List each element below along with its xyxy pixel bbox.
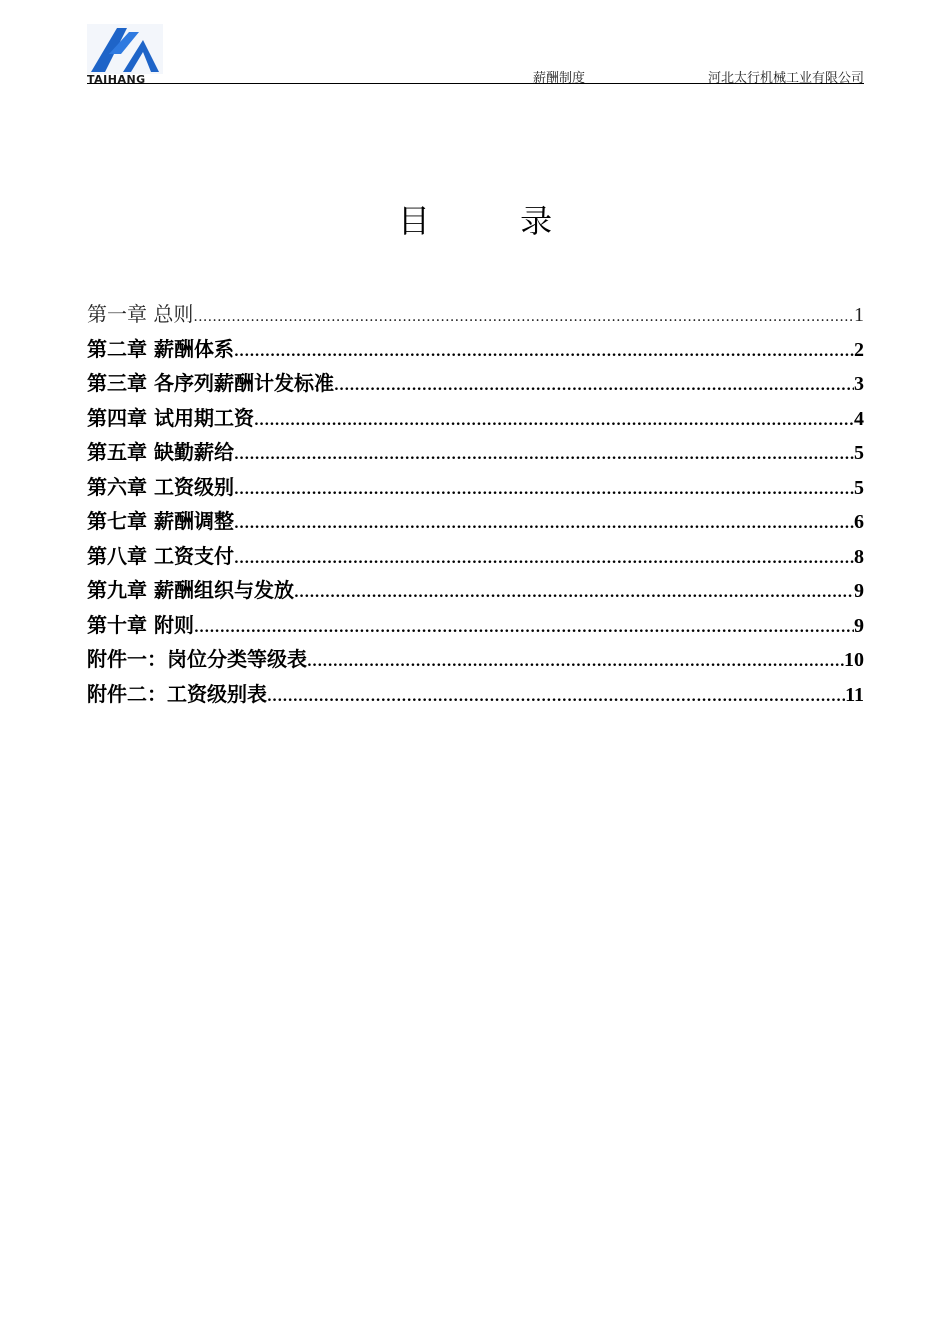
- toc-entry-page: 4: [854, 407, 864, 430]
- toc-leader-dots: [194, 620, 854, 636]
- toc-leader-dots: [307, 654, 844, 670]
- toc-entry-label: 第六章 工资级别: [87, 474, 234, 499]
- toc-leader-dots: [234, 447, 854, 463]
- toc-entry[interactable]: [87, 298, 864, 333]
- toc-entry[interactable]: [87, 540, 864, 575]
- toc-entry[interactable]: [87, 436, 864, 471]
- toc-entry[interactable]: [87, 609, 864, 644]
- page-header: [87, 22, 864, 86]
- toc-entry[interactable]: [87, 643, 864, 678]
- toc-entry-page: 6: [854, 511, 864, 533]
- toc-leader-dots: [334, 378, 854, 394]
- toc-leader-dots: [294, 585, 854, 601]
- toc-entry[interactable]: [87, 333, 864, 368]
- toc-entry-label: 第九章 薪酬组织与发放: [87, 578, 294, 602]
- logo-wordmark: TAIHANG: [87, 73, 146, 86]
- taihang-logo-icon: [87, 24, 163, 74]
- toc-entry-label: 第十章 附则: [87, 612, 194, 637]
- toc-entry-label: 第一章 总则: [87, 302, 194, 326]
- toc-entry[interactable]: [87, 574, 864, 609]
- header-company-name: 河北太行机械工业有限公司: [707, 71, 864, 86]
- toc-entry-page: 5: [854, 476, 864, 499]
- toc-entry-page: 9: [854, 580, 864, 602]
- toc-entry-page: 9: [854, 614, 864, 637]
- toc-entry[interactable]: [87, 367, 864, 402]
- toc-entry-page: 5: [854, 442, 864, 464]
- page-title: 目 录: [397, 202, 593, 240]
- toc-entry-page: 1: [854, 304, 864, 326]
- header-divider: [87, 83, 864, 84]
- toc-entry-label: 第七章 薪酬调整: [87, 509, 234, 533]
- toc-leader-dots: [234, 344, 854, 360]
- toc-leader-dots: [254, 413, 854, 429]
- toc-entry-page: 8: [854, 545, 864, 568]
- toc-leader-dots: [193, 309, 854, 325]
- toc-entry-page: 3: [854, 373, 864, 395]
- toc-entry[interactable]: [87, 678, 864, 713]
- toc-entry-label: 第八章 工资支付: [87, 543, 234, 568]
- toc-entry-label: 第二章 薪酬体系: [87, 336, 234, 361]
- toc-entry-label: 附件二：工资级别表: [87, 681, 267, 706]
- toc-entry-page: 10: [844, 649, 864, 671]
- toc-entry-page: 2: [854, 338, 864, 361]
- toc-entry-page: 11: [845, 683, 864, 706]
- header-document-name: 薪酬制度: [533, 71, 586, 86]
- toc-leader-dots: [234, 482, 854, 498]
- toc-leader-dots: [234, 516, 854, 532]
- toc-entry-label: 第四章 试用期工资: [87, 405, 254, 430]
- toc-entry[interactable]: [87, 402, 864, 437]
- toc-leader-dots: [234, 551, 854, 567]
- toc-entry-label: 第三章 各序列薪酬计发标准: [87, 371, 334, 395]
- toc-entry-label: 附件一：岗位分类等级表: [87, 647, 307, 671]
- toc-entry[interactable]: [87, 505, 864, 540]
- company-logo: [87, 24, 163, 86]
- toc-leader-dots: [267, 689, 845, 705]
- toc-entry-label: 第五章 缺勤薪给: [87, 440, 234, 464]
- toc-entry[interactable]: [87, 471, 864, 506]
- table-of-contents: [87, 298, 864, 712]
